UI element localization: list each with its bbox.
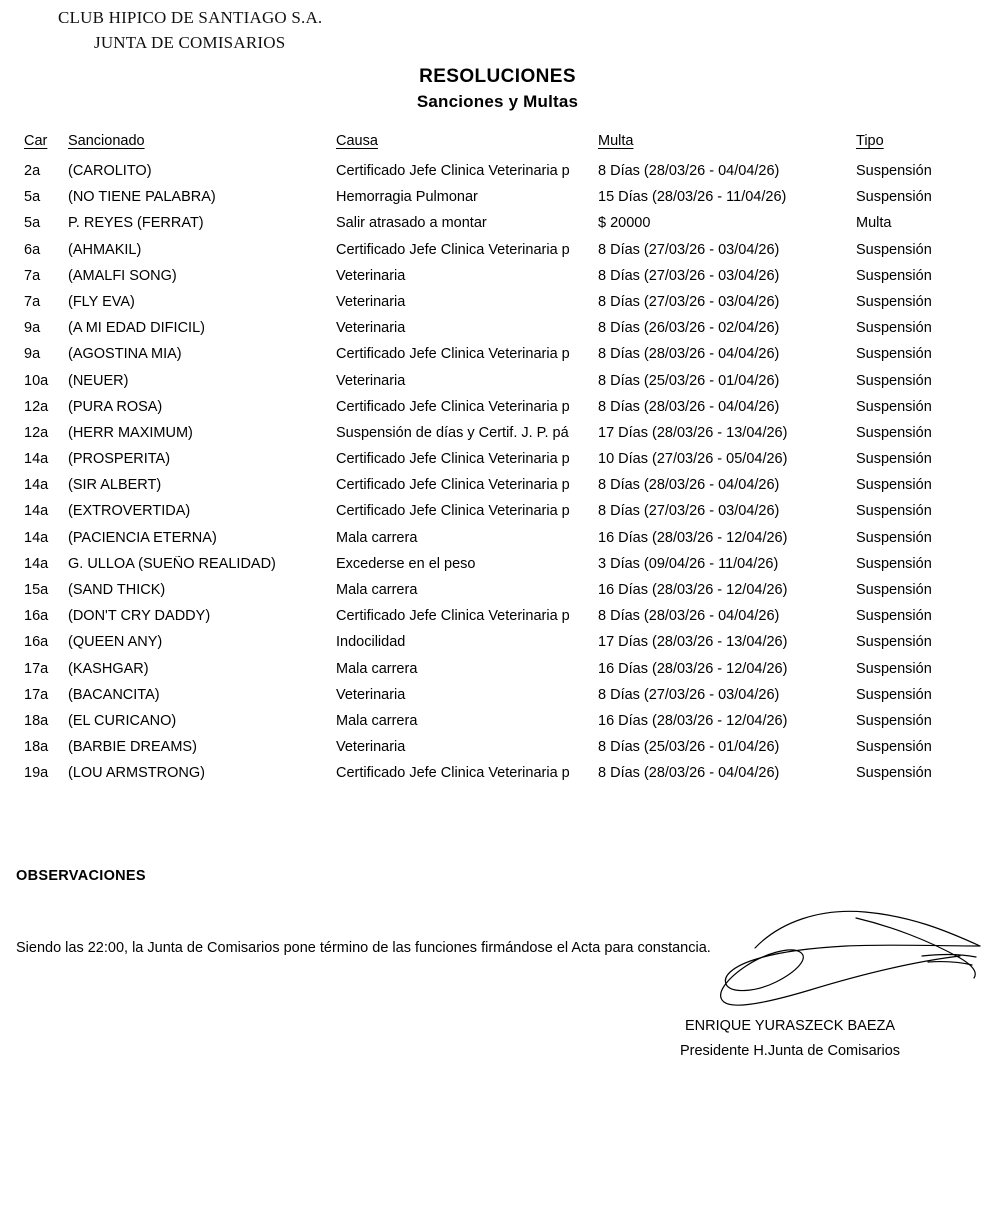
cell-tipo: Suspensión — [856, 320, 932, 337]
cell-causa: Excederse en el peso — [336, 555, 476, 572]
cell-sancionado: (NEUER) — [68, 372, 129, 389]
cell-sancionado: (QUEEN ANY) — [68, 634, 163, 651]
table-row — [24, 163, 971, 189]
column-header-sancionado: Sancionado — [68, 133, 145, 149]
cell-tipo: Suspensión — [856, 765, 932, 782]
cell-multa: 17 Días (28/03/26 - 13/04/26) — [598, 424, 788, 441]
table-row — [24, 765, 971, 791]
cell-sancionado: (CAROLITO) — [68, 163, 152, 179]
cell-multa: 8 Días (27/03/26 - 03/04/26) — [598, 686, 780, 703]
cell-multa: 8 Días (27/03/26 - 03/04/26) — [598, 293, 780, 310]
cell-causa: Mala carrera — [336, 712, 418, 729]
cell-car: 19a — [24, 765, 49, 782]
org-department: JUNTA DE COMISARIOS — [94, 32, 286, 52]
cell-causa: Certificado Jefe Clinica Veterinaria p — [336, 451, 570, 468]
cell-causa: Mala carrera — [336, 660, 418, 677]
cell-causa: Certificado Jefe Clinica Veterinaria p — [336, 503, 570, 520]
cell-causa: Veterinaria — [336, 686, 406, 703]
cell-causa: Veterinaria — [336, 267, 406, 284]
cell-sancionado: (KASHGAR) — [68, 660, 149, 677]
table-row — [24, 608, 971, 634]
cell-car: 18a — [24, 739, 49, 756]
cell-multa: 15 Días (28/03/26 - 11/04/26) — [598, 189, 787, 206]
cell-tipo: Suspensión — [856, 424, 932, 441]
cell-car: 7a — [24, 293, 41, 310]
table-row — [24, 634, 971, 660]
cell-tipo: Suspensión — [856, 451, 932, 468]
organization-header — [58, 6, 322, 55]
cell-car: 7a — [24, 267, 41, 284]
cell-sancionado: (A MI EDAD DIFICIL) — [68, 320, 205, 337]
cell-sancionado: G. ULLOA (SUEÑO REALIDAD) — [68, 555, 276, 572]
column-header-car: Car — [24, 133, 48, 149]
cell-causa: Veterinaria — [336, 320, 406, 337]
cell-sancionado: (NO TIENE PALABRA) — [68, 189, 216, 206]
table-row — [24, 320, 971, 346]
cell-multa: 8 Días (28/03/26 - 04/04/26) — [598, 398, 780, 415]
cell-causa: Certificado Jefe Clinica Veterinaria p — [336, 346, 570, 363]
cell-sancionado: (DON'T CRY DADDY) — [68, 608, 211, 625]
cell-causa: Mala carrera — [336, 582, 418, 598]
cell-multa: 8 Días (25/03/26 - 01/04/26) — [598, 372, 780, 389]
table-row — [24, 346, 971, 372]
cell-sancionado: (PURA ROSA) — [68, 398, 163, 415]
cell-sancionado: (AGOSTINA MIA) — [68, 346, 182, 363]
cell-tipo: Suspensión — [856, 241, 932, 258]
cell-sancionado: (HERR MAXIMUM) — [68, 424, 193, 441]
cell-sancionado: (AHMAKIL) — [68, 241, 142, 258]
table-row — [24, 425, 971, 451]
table-row — [24, 215, 971, 241]
cell-sancionado: (BACANCITA) — [68, 686, 160, 703]
cell-multa: 8 Días (27/03/26 - 03/04/26) — [598, 241, 780, 258]
table-row — [24, 477, 971, 503]
cell-tipo: Suspensión — [856, 293, 932, 310]
table-body — [24, 163, 971, 792]
cell-tipo: Suspensión — [856, 163, 932, 179]
cell-multa: 8 Días (28/03/26 - 04/04/26) — [598, 765, 780, 782]
cell-multa: 8 Días (28/03/26 - 04/04/26) — [598, 163, 780, 179]
cell-sancionado: (SIR ALBERT) — [68, 477, 162, 494]
cell-tipo: Multa — [856, 215, 892, 232]
cell-tipo: Suspensión — [856, 739, 932, 756]
sanctions-table — [24, 133, 971, 792]
column-header-multa: Multa — [598, 133, 634, 149]
cell-multa: $ 20000 — [598, 215, 651, 232]
cell-causa: Veterinaria — [336, 372, 406, 389]
cell-causa: Certificado Jefe Clinica Veterinaria p — [336, 398, 570, 415]
cell-tipo: Suspensión — [856, 582, 932, 598]
column-header-causa: Causa — [336, 133, 378, 149]
cell-tipo: Suspensión — [856, 477, 932, 494]
cell-multa: 10 Días (27/03/26 - 05/04/26) — [598, 451, 788, 468]
cell-car: 16a — [24, 634, 49, 651]
cell-car: 17a — [24, 686, 49, 703]
table-row — [24, 268, 971, 294]
cell-multa: 3 Días (09/04/26 - 11/04/26) — [598, 555, 779, 572]
cell-multa: 8 Días (27/03/26 - 03/04/26) — [598, 267, 780, 284]
cell-tipo: Suspensión — [856, 529, 932, 546]
cell-car: 5a — [24, 189, 41, 206]
cell-sancionado: (LOU ARMSTRONG) — [68, 765, 205, 782]
table-row — [24, 451, 971, 477]
cell-causa: Certificado Jefe Clinica Veterinaria p — [336, 241, 570, 258]
table-row — [24, 242, 971, 268]
cell-causa: Certificado Jefe Clinica Veterinaria p — [336, 163, 570, 179]
cell-multa: 16 Días (28/03/26 - 12/04/26) — [598, 582, 788, 598]
signature-mark — [660, 900, 990, 1030]
cell-car: 14a — [24, 477, 49, 494]
cell-car: 17a — [24, 660, 49, 677]
table-row — [24, 373, 971, 399]
cell-causa: Mala carrera — [336, 529, 418, 546]
cell-car: 16a — [24, 608, 49, 625]
cell-tipo: Suspensión — [856, 660, 932, 677]
cell-car: 6a — [24, 241, 41, 258]
cell-tipo: Suspensión — [856, 189, 932, 206]
cell-sancionado: (PACIENCIA ETERNA) — [68, 529, 217, 546]
cell-multa: 8 Días (26/03/26 - 02/04/26) — [598, 320, 780, 337]
cell-sancionado: (AMALFI SONG) — [68, 267, 177, 284]
table-row — [24, 399, 971, 425]
cell-car: 15a — [24, 582, 49, 598]
cell-causa: Indocilidad — [336, 634, 406, 651]
cell-multa: 16 Días (28/03/26 - 12/04/26) — [598, 660, 788, 677]
cell-car: 12a — [24, 424, 49, 441]
cell-car: 14a — [24, 503, 49, 520]
column-header-tipo: Tipo — [856, 133, 884, 149]
cell-car: 14a — [24, 529, 49, 546]
cell-causa: Veterinaria — [336, 293, 406, 310]
observations-title: OBSERVACIONES — [16, 868, 146, 884]
org-name: CLUB HIPICO DE SANTIAGO S.A. — [58, 8, 323, 27]
cell-sancionado: (BARBIE DREAMS) — [68, 739, 197, 756]
table-header-row — [24, 133, 971, 163]
cell-tipo: Suspensión — [856, 346, 932, 363]
cell-multa: 8 Días (25/03/26 - 01/04/26) — [598, 739, 780, 756]
cell-multa: 17 Días (28/03/26 - 13/04/26) — [598, 634, 788, 651]
cell-causa: Suspensión de días y Certif. J. P. pá — [336, 424, 569, 441]
table-row — [24, 713, 971, 739]
cell-tipo: Suspensión — [856, 372, 932, 389]
signatory-role: Presidente H.Junta de Comisarios — [679, 1043, 901, 1059]
cell-multa: 8 Días (28/03/26 - 04/04/26) — [598, 608, 780, 625]
cell-tipo: Suspensión — [856, 634, 932, 651]
signatory-name: ENRIQUE YURASZECK BAEZA — [684, 1018, 896, 1034]
cell-sancionado: (EXTROVERTIDA) — [68, 503, 191, 520]
cell-car: 12a — [24, 398, 49, 415]
table-row — [24, 556, 971, 582]
cell-causa: Hemorragia Pulmonar — [336, 189, 478, 206]
cell-car: 9a — [24, 346, 41, 363]
cell-causa: Salir atrasado a montar — [336, 215, 487, 232]
cell-sancionado: P. REYES (FERRAT) — [68, 215, 204, 232]
cell-car: 9a — [24, 320, 41, 337]
cell-sancionado: (EL CURICANO) — [68, 712, 177, 729]
cell-tipo: Suspensión — [856, 555, 932, 572]
cell-tipo: Suspensión — [856, 608, 932, 625]
observations-text: Siendo las 22:00, la Junta de Comisarios pone término de las funciones firmándose el Acta para constancia. — [16, 940, 711, 956]
cell-car: 18a — [24, 712, 49, 729]
cell-tipo: Suspensión — [856, 686, 932, 703]
cell-sancionado: (FLY EVA) — [68, 293, 135, 310]
page-title: RESOLUCIONES — [419, 66, 576, 87]
table-row — [24, 661, 971, 687]
table-row — [24, 582, 971, 608]
page-subtitle: Sanciones y Multas — [416, 92, 579, 111]
cell-car: 14a — [24, 555, 49, 572]
cell-tipo: Suspensión — [856, 712, 932, 729]
cell-car: 2a — [24, 163, 41, 179]
table-row — [24, 530, 971, 556]
cell-causa: Certificado Jefe Clinica Veterinaria p — [336, 477, 570, 494]
cell-multa: 8 Días (28/03/26 - 04/04/26) — [598, 346, 780, 363]
table-row — [24, 503, 971, 529]
table-row — [24, 687, 971, 713]
cell-sancionado: (SAND THICK) — [68, 582, 166, 598]
table-row — [24, 189, 971, 215]
cell-multa: 8 Días (28/03/26 - 04/04/26) — [598, 477, 780, 494]
cell-causa: Certificado Jefe Clinica Veterinaria p — [336, 765, 570, 782]
cell-multa: 16 Días (28/03/26 - 12/04/26) — [598, 712, 788, 729]
cell-car: 14a — [24, 451, 49, 468]
cell-multa: 8 Días (27/03/26 - 03/04/26) — [598, 503, 780, 520]
cell-car: 10a — [24, 372, 49, 389]
table-row — [24, 739, 971, 765]
cell-sancionado: (PROSPERITA) — [68, 451, 171, 468]
cell-causa: Veterinaria — [336, 739, 406, 756]
table-row — [24, 294, 971, 320]
cell-tipo: Suspensión — [856, 503, 932, 520]
cell-tipo: Suspensión — [856, 267, 932, 284]
cell-causa: Certificado Jefe Clinica Veterinaria p — [336, 608, 570, 625]
cell-multa: 16 Días (28/03/26 - 12/04/26) — [598, 529, 788, 546]
cell-car: 5a — [24, 215, 41, 232]
cell-tipo: Suspensión — [856, 398, 932, 415]
